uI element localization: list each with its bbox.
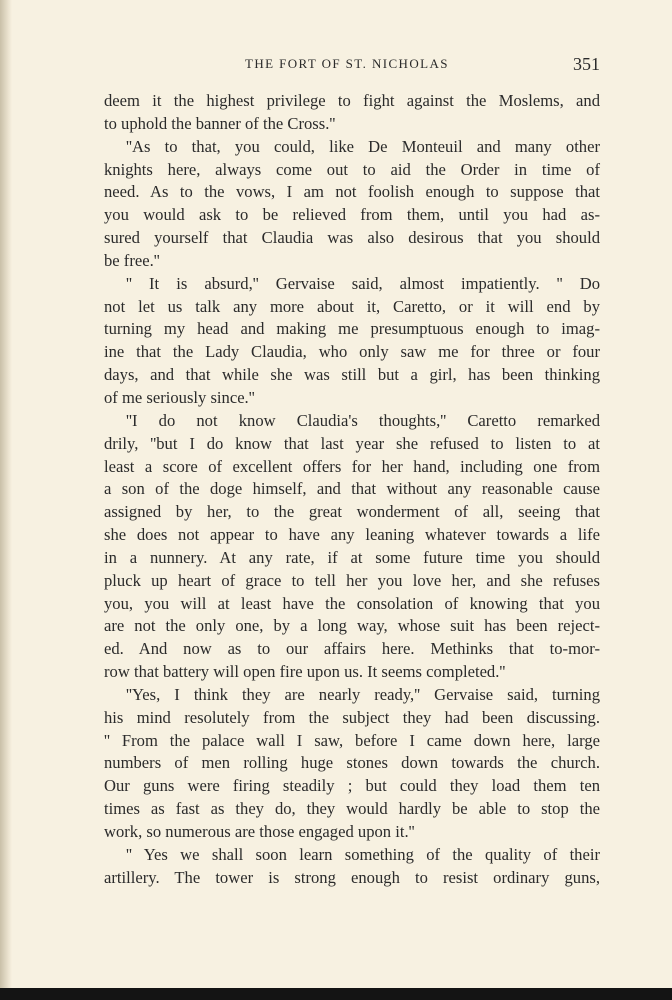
text-line: ''As to that, you could, like De Monteuil and many other [126, 136, 600, 156]
text-line: row that battery will open fire upon us. It seems completed.'' [104, 662, 506, 682]
text-line: drily, ''but I do know that last year she refused to listen to at [104, 433, 600, 453]
text-line: artillery. The tower is strong enough to resist ordinary guns, [104, 867, 600, 887]
text-line: deem it the highest privilege to fight against the Moslems, and [104, 91, 600, 110]
text-line: not let us talk any more about it, Caretto, or it will end by [104, 296, 600, 316]
text-line: are not the only one, by a long way, whose suit has been reject- [104, 616, 600, 636]
text-line: '' Yes we shall soon learn something of the quality of their [126, 844, 600, 864]
text-line: knights here, always come out to aid the Order in time of [104, 159, 600, 179]
body-text [104, 90, 600, 890]
text-line: be free.'' [104, 250, 160, 270]
page-number: 351 [573, 54, 600, 74]
running-head [104, 54, 600, 76]
text-line: ''Yes, I think they are nearly ready,'' Gervaise said, turning [126, 684, 600, 704]
text-line: Our guns were firing steadily ; but could they load them ten [104, 776, 600, 796]
text-line: times as fast as they do, they would hardly be able to stop the [104, 799, 600, 819]
text-line: ''I do not know Claudia's thoughts,'' Caretto remarked [126, 410, 600, 430]
text-line: least a score of excellent offers for her hand, including one from [104, 456, 600, 476]
running-title: THE FORT OF ST. NICHOLAS [245, 56, 449, 71]
text-line: to uphold the banner of the Cross.'' [104, 113, 336, 133]
text-line: need. As to the vows, I am not foolish enough to suppose that [104, 182, 600, 202]
text-line: '' It is absurd,'' Gervaise said, almost impatiently. '' Do [126, 273, 600, 293]
text-line: she does not appear to have any leaning whatever towards a life [104, 525, 600, 545]
text-line: ine that the Lady Claudia, who only saw me for three or four [104, 342, 600, 362]
text-line: work, so numerous are those engaged upon it.'' [104, 822, 415, 841]
text-line: pluck up heart of grace to tell her you love her, and she refuses [104, 570, 600, 590]
text-line: days, and that while she was still but a girl, has been thinking [104, 365, 600, 385]
text-line: of me seriously since.'' [104, 387, 255, 407]
text-line: ed. And now as to our affairs here. Methinks that to-mor- [104, 639, 600, 659]
text-line: sured yourself that Claudia was also desirous that you should [104, 228, 600, 248]
text-line: you would ask to be relieved from them, until you had as- [104, 205, 600, 225]
text-line: '' From the palace wall I saw, before I came down here, large [104, 730, 600, 750]
scan-bottom-edge [0, 988, 672, 1000]
text-line: you, you will at least have the consolation of knowing that you [104, 593, 600, 613]
text-line: assigned by her, to the great wonderment of all, seeing that [104, 502, 600, 522]
text-line: turning my head and making me presumptuous enough to imag- [104, 319, 600, 339]
text-line: a son of the doge himself, and that without any reasonable cause [104, 479, 600, 499]
text-line: his mind resolutely from the subject they had been discussing. [104, 707, 600, 727]
text-line: numbers of men rolling huge stones down towards the church. [104, 753, 600, 773]
text-line: in a nunnery. At any rate, if at some future time you should [104, 547, 600, 567]
